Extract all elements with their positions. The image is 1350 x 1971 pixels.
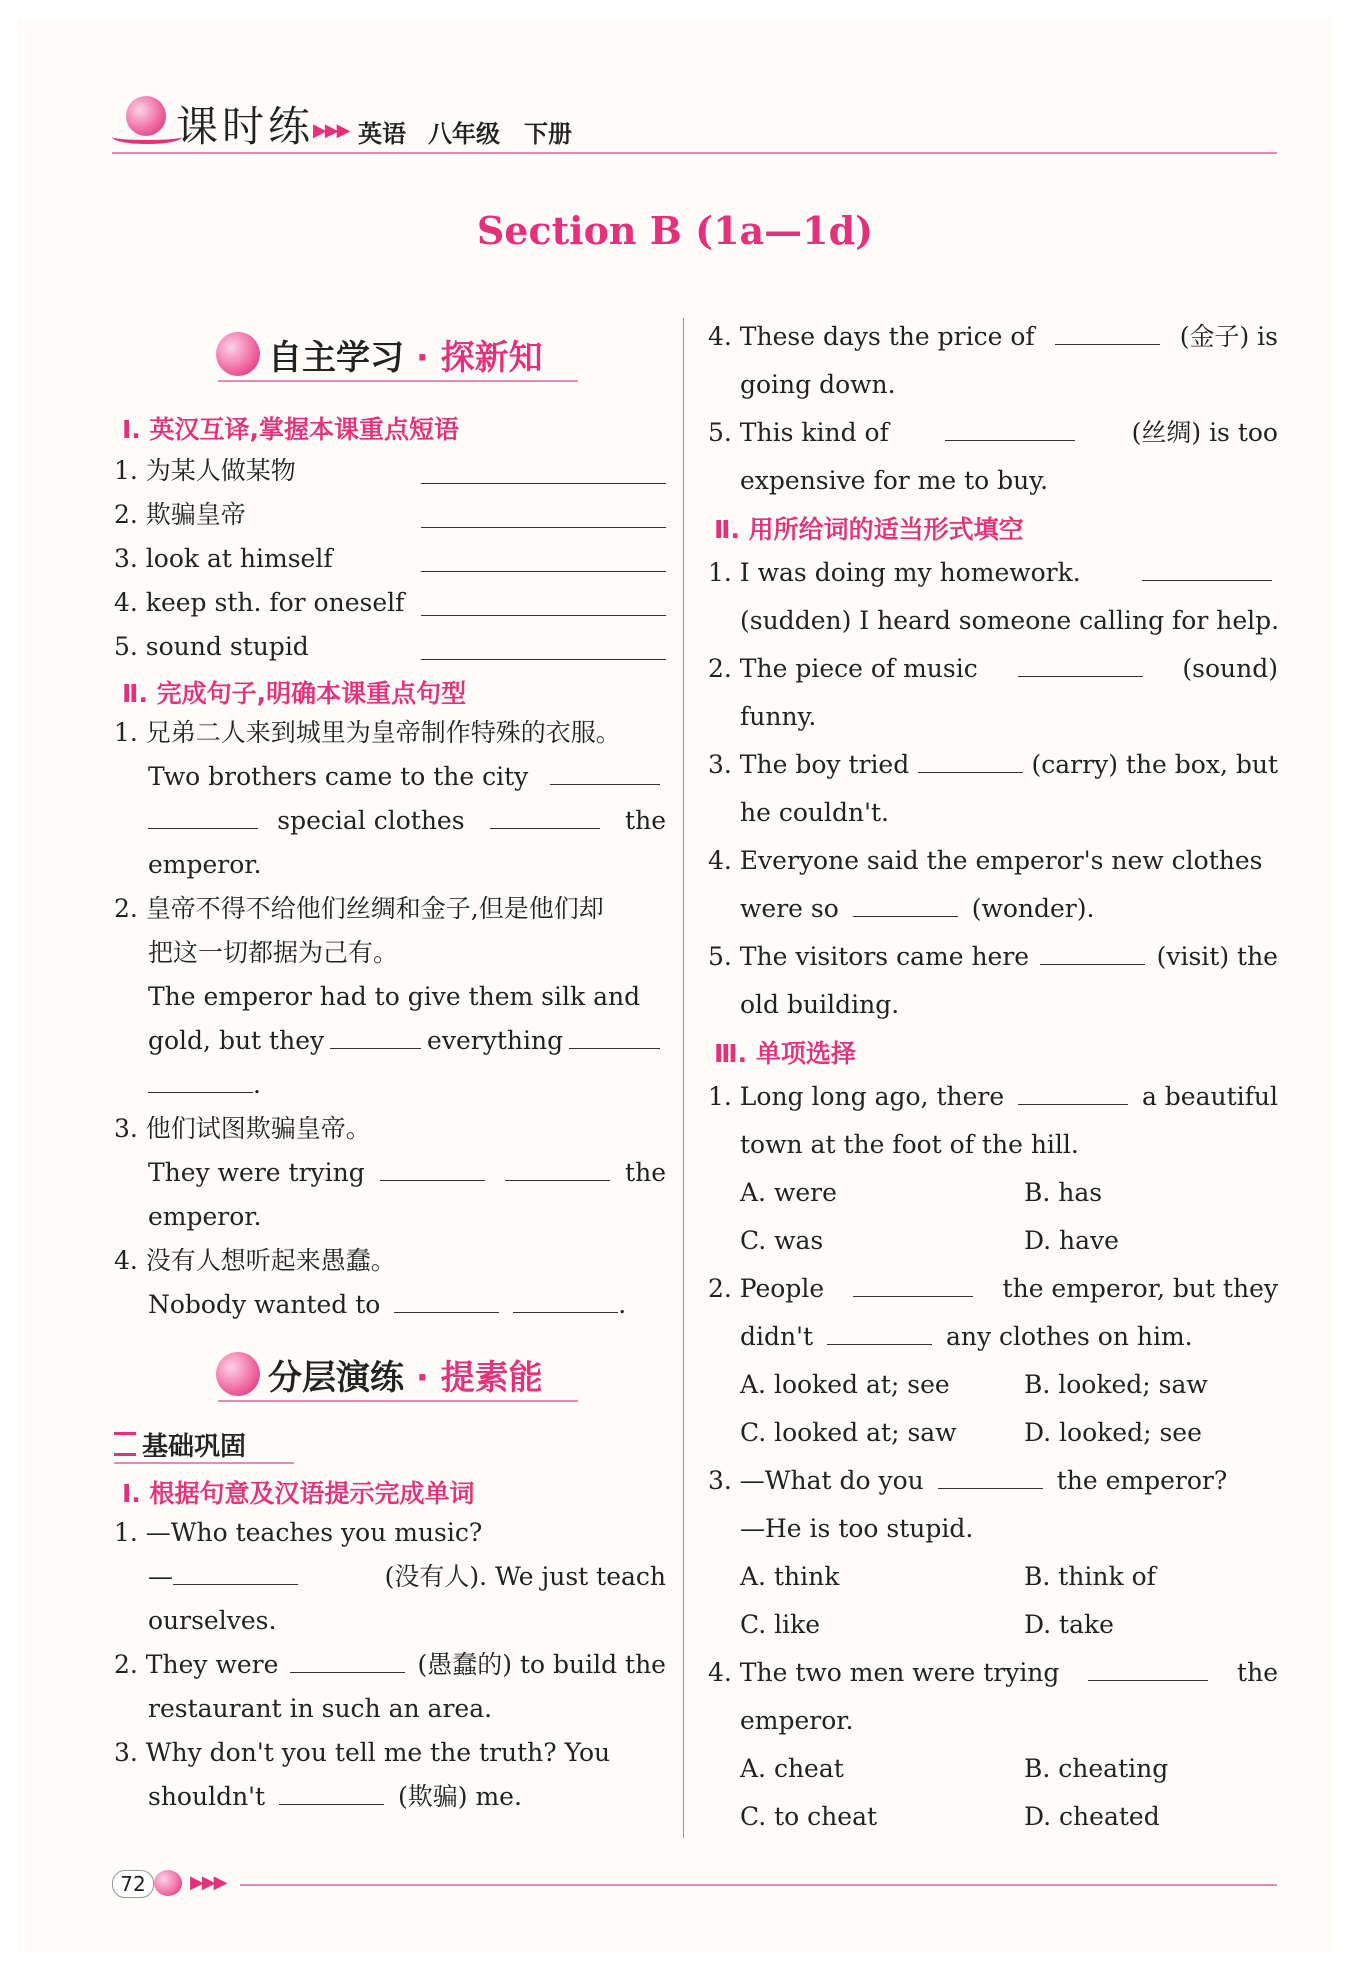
- answer-blank[interactable]: [853, 1274, 973, 1297]
- option-c[interactable]: C. to cheat: [740, 1802, 878, 1831]
- answer-blank[interactable]: [827, 1322, 932, 1345]
- question-text: (金子) is: [1179, 322, 1278, 351]
- question-text: 4. The two men were trying: [708, 1658, 1060, 1687]
- list-item: 5. sound stupid: [114, 632, 309, 661]
- option-a[interactable]: A. cheat: [740, 1754, 844, 1783]
- answer-blank[interactable]: [421, 571, 666, 572]
- answer-blank[interactable]: [421, 483, 666, 484]
- banner-accent: 探新知: [440, 338, 543, 378]
- question-text: 1. Long long ago, there: [708, 1082, 1005, 1111]
- question-text: —He is too stupid.: [740, 1514, 974, 1543]
- question-text: 2. The piece of music: [708, 654, 978, 683]
- answer-blank[interactable]: [394, 1290, 499, 1313]
- ball-icon: [216, 332, 260, 376]
- answer-blank[interactable]: [513, 1290, 618, 1313]
- question-text: (carry) the box, but: [1031, 750, 1278, 779]
- question-text: 5. The visitors came here: [708, 942, 1030, 971]
- answer-blank[interactable]: [1088, 1658, 1208, 1681]
- section-title: Section B (1a—1d): [476, 208, 874, 253]
- banner-accent: 提素能: [440, 1358, 543, 1398]
- arrows-icon: ▶▶▶: [190, 1872, 226, 1893]
- answer-blank[interactable]: [148, 806, 258, 829]
- question-text: (sudden) I heard someone calling for help.: [740, 606, 1280, 635]
- answer-blank[interactable]: [945, 418, 1075, 441]
- banner-dot: ·: [415, 1358, 429, 1398]
- question-text: restaurant in such an area.: [148, 1694, 493, 1723]
- question-text: the: [1237, 1658, 1278, 1687]
- question-text: Nobody wanted to: [148, 1290, 381, 1319]
- answer-blank[interactable]: [1018, 1082, 1128, 1105]
- question-text: everything: [427, 1026, 564, 1055]
- page: [18, 18, 1332, 1953]
- option-c[interactable]: C. was: [740, 1226, 824, 1255]
- question-text: The emperor had to give them silk and: [148, 982, 641, 1011]
- answer-blank[interactable]: [918, 750, 1023, 773]
- question-text: 3. The boy tried: [708, 750, 910, 779]
- question-text: 2. They were: [114, 1650, 279, 1679]
- question-text: 1. —Who teaches you music?: [114, 1518, 483, 1547]
- question-cn: 1. 兄弟二人来到城里为皇帝制作特殊的衣服。: [114, 718, 621, 747]
- question-cn: 2. 皇帝不得不给他们丝绸和金子,但是他们却: [114, 894, 604, 923]
- question-text: (wonder).: [971, 894, 1095, 923]
- question-text: (没有人). We just teach: [384, 1562, 666, 1591]
- header-grade: 八年级: [428, 120, 500, 148]
- answer-blank[interactable]: [421, 527, 666, 528]
- arrows-icon: ▶▶▶: [313, 120, 349, 141]
- answer-blank[interactable]: [380, 1158, 485, 1181]
- question-text: (丝绸) is too: [1131, 418, 1278, 447]
- question-text: were so: [740, 894, 839, 923]
- book-stack-icon: [114, 1432, 136, 1456]
- basic-label: 基础巩固: [142, 1432, 247, 1462]
- answer-blank[interactable]: [1142, 558, 1272, 581]
- question-text: (欺骗) me.: [398, 1782, 522, 1811]
- answer-blank[interactable]: [938, 1466, 1043, 1489]
- option-b[interactable]: B. has: [1024, 1178, 1103, 1207]
- ball-icon: [216, 1352, 260, 1396]
- option-b[interactable]: B. looked; saw: [1024, 1370, 1208, 1399]
- banner-main: 分层演练: [268, 1358, 404, 1398]
- right-part3-heading: Ⅲ. 单项选择: [714, 1039, 856, 1068]
- question-text: 1. I was doing my homework.: [708, 558, 1081, 587]
- column-divider: [683, 318, 684, 1838]
- banner-underline: [218, 1400, 578, 1402]
- question-text: gold, but they: [148, 1026, 325, 1055]
- question-text: he couldn't.: [740, 798, 889, 827]
- answer-blank[interactable]: [505, 1158, 610, 1181]
- list-item: 2. 欺骗皇帝: [114, 500, 246, 529]
- brand-name: 课时练: [176, 102, 315, 151]
- option-d[interactable]: D. have: [1024, 1226, 1119, 1255]
- right-part2-heading: Ⅱ. 用所给词的适当形式填空: [714, 515, 1024, 544]
- question-text: .: [618, 1290, 627, 1319]
- list-item: 4. keep sth. for oneself: [114, 588, 405, 617]
- answer-blank[interactable]: [550, 762, 660, 785]
- question-cn: 3. 他们试图欺骗皇帝。: [114, 1114, 371, 1143]
- question-text: 3. —What do you: [708, 1466, 924, 1495]
- option-b[interactable]: B. think of: [1024, 1562, 1156, 1591]
- question-text: shouldn't: [148, 1782, 266, 1811]
- question-text: emperor.: [740, 1706, 854, 1735]
- question-text: 2. People: [708, 1274, 825, 1303]
- answer-blank[interactable]: [421, 659, 666, 660]
- footer-ball-icon: [154, 1870, 182, 1896]
- answer-blank[interactable]: [853, 894, 958, 917]
- question-cn: 把这一切都据为己有。: [148, 938, 399, 967]
- question-cn: 4. 没有人想听起来愚蠢。: [114, 1246, 396, 1275]
- label-underline: [114, 1462, 294, 1464]
- question-text: special clothes: [277, 806, 465, 835]
- question-text: the emperor, but they: [1002, 1274, 1278, 1303]
- question-text: emperor.: [148, 850, 262, 879]
- header-volume: 下册: [524, 120, 572, 148]
- question-text: the: [625, 1158, 666, 1187]
- answer-blank[interactable]: [1055, 322, 1160, 345]
- question-text: .: [253, 1070, 261, 1099]
- question-text: expensive for me to buy.: [740, 466, 1049, 495]
- answer-blank[interactable]: [569, 1026, 660, 1049]
- question-text: ourselves.: [148, 1606, 277, 1635]
- list-item: 3. look at himself: [114, 544, 333, 573]
- question-text: funny.: [740, 702, 817, 731]
- option-d[interactable]: D. looked; see: [1024, 1418, 1202, 1447]
- option-c[interactable]: C. looked at; saw: [740, 1418, 957, 1447]
- question-text: a beautiful: [1141, 1082, 1278, 1111]
- answer-blank[interactable]: [173, 1562, 298, 1585]
- question-text: the emperor?: [1056, 1466, 1228, 1495]
- answer-blank[interactable]: [1018, 654, 1143, 677]
- question-text: —: [148, 1562, 173, 1591]
- answer-blank[interactable]: [148, 1070, 253, 1093]
- question-text: (sound): [1182, 654, 1278, 683]
- answer-blank[interactable]: [330, 1026, 421, 1049]
- left-part1-heading: Ⅰ. 英汉互译,掌握本课重点短语: [122, 415, 460, 444]
- banner-dot: ·: [415, 338, 429, 378]
- answer-blank[interactable]: [490, 806, 600, 829]
- option-d[interactable]: D. cheated: [1024, 1802, 1160, 1831]
- page-number: 72: [112, 1870, 154, 1898]
- banner-underline: [218, 380, 578, 382]
- option-a[interactable]: A. were: [740, 1178, 837, 1207]
- option-a[interactable]: A. looked at; see: [740, 1370, 950, 1399]
- question-text: 5. This kind of: [708, 418, 889, 447]
- header-subject: 英语: [358, 120, 406, 148]
- banner-main: 自主学习: [268, 338, 404, 378]
- question-text: any clothes on him.: [945, 1322, 1193, 1351]
- answer-blank[interactable]: [1040, 942, 1145, 965]
- question-text: old building.: [740, 990, 900, 1019]
- left-part3-heading: Ⅰ. 根据句意及汉语提示完成单词: [122, 1479, 475, 1508]
- question-text: 4. These days the price of: [708, 322, 1035, 351]
- option-a[interactable]: A. think: [740, 1562, 840, 1591]
- option-d[interactable]: D. take: [1024, 1610, 1114, 1639]
- question-text: (愚蠢的) to build the: [417, 1650, 666, 1679]
- question-text: emperor.: [148, 1202, 262, 1231]
- answer-blank[interactable]: [290, 1650, 405, 1673]
- question-text: 4. Everyone said the emperor's new clothes: [708, 846, 1263, 875]
- list-item: 1. 为某人做某物: [114, 456, 296, 485]
- question-text: They were trying: [148, 1158, 365, 1187]
- left-part2-heading: Ⅱ. 完成句子,明确本课重点句型: [122, 679, 467, 708]
- logo-swoosh: [112, 130, 182, 144]
- question-text: (visit) the: [1156, 942, 1278, 971]
- header-rule: [112, 152, 1277, 154]
- question-text: 3. Why don't you tell me the truth? You: [114, 1738, 611, 1767]
- option-c[interactable]: C. like: [740, 1610, 821, 1639]
- footer-rule: [240, 1884, 1277, 1886]
- question-text: Two brothers came to the city: [148, 762, 529, 791]
- question-text: town at the foot of the hill.: [740, 1130, 1079, 1159]
- answer-blank[interactable]: [279, 1782, 384, 1805]
- question-text: the: [625, 806, 666, 835]
- answer-blank[interactable]: [421, 615, 666, 616]
- option-b[interactable]: B. cheating: [1024, 1754, 1169, 1783]
- question-text: didn't: [740, 1322, 814, 1351]
- question-text: going down.: [740, 370, 896, 399]
